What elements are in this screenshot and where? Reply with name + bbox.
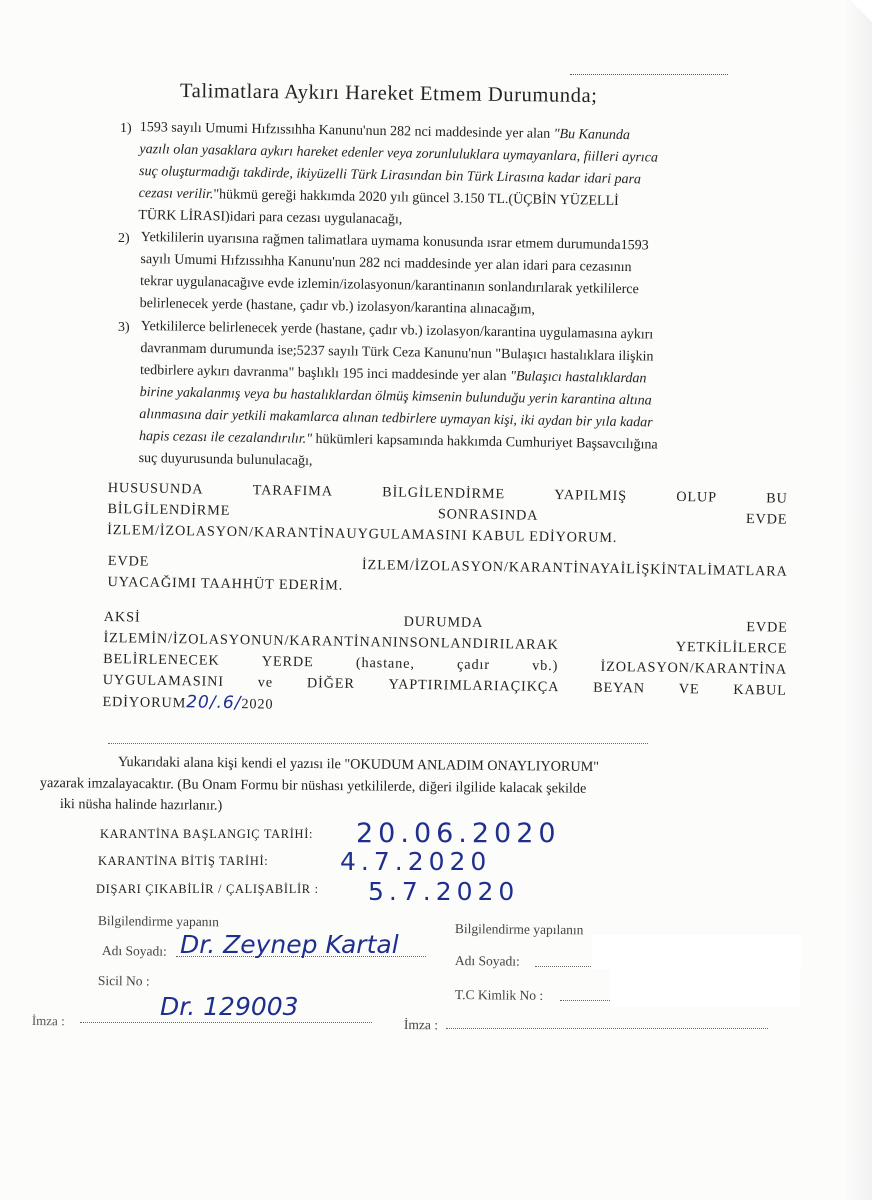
italic-segment: "Bu Kanunda [553, 126, 631, 144]
left-name-label: Adı Soyadı: [101, 942, 167, 959]
text-segment: davranmam durumunda ise;5237 sayılı Türk Ceza Kanunu'nun "Bulaşıcı hastalıklara ilişkin [140, 340, 654, 365]
text-segment: tekrar uygulanacağıve evde izlemin/izolasyonun/karantinanın sonlandırılarak yetkililerce [139, 273, 639, 298]
declaration-paragraph-3 [102, 607, 794, 724]
text-segment: sayılı Umumi Hıfzıssıhha Kanunu'nun 282 nci maddesinde yer alan idari para cezasının [140, 251, 632, 276]
end-date-value: 4.7.2020 [340, 847, 492, 876]
decl-p3-line-2: İZLEMİN/İZOLASYONUN/KARANTİNANINSONLANDIRILARAK YETKİLİLERCE [103, 629, 788, 657]
instructions-line-3: iki nüsha halinde hazırlanır.) [59, 795, 223, 814]
text-segment: "hükmü gereği hakkımda 2020 yılı güncel 3.150 TL.(ÜÇBİN YÜZELLİ [213, 187, 619, 209]
item-2-number: 2) [118, 231, 130, 246]
right-name-redaction [592, 935, 802, 969]
text-segment: Yetkililerin uyarısına rağmen talimatlara uymama konusunda ısrar etmem durumunda1593 [140, 229, 649, 254]
text-segment: belirlenecek yerde (hastane, çadır vb.) izolasyon/karantina alınacağım, [139, 295, 536, 318]
item-3-text [138, 316, 659, 479]
top-dotted-line [570, 66, 728, 75]
item-1-text [138, 117, 658, 236]
tc-label: T.C Kimlik No : [454, 986, 544, 1003]
start-date-label: KARANTİNA BAŞLANGIÇ TARİHİ: [100, 827, 314, 841]
handwritten-date: 20/.6/ [186, 692, 242, 714]
decl-p2-line-1: EVDE İZLEM/İZOLASYON/KARANTİNAYAİLİŞKİNTALİMATLARA [107, 552, 788, 580]
decl-p1-line-1: HUSUSUNDA TARAFIMA BİLGİLENDİRME YAPILMIŞ OLUP BU [107, 479, 788, 507]
declaration-paragraph-1 [107, 478, 798, 552]
decl-p1-line-3: İZLEM/İZOLASYON/KARANTİNAUYGULAMASINI KABUL EDİYORUM. [107, 521, 618, 547]
release-date-value: 5.7.2020 [368, 877, 520, 906]
right-signature-heading: Bilgilendirme yapılanın [454, 920, 584, 938]
italic-segment: "Bulaşıcı hastalıklardan [509, 369, 647, 387]
text-segment: 1593 sayılı Umumi Hıfzıssıhha Kanunu'nun 282 nci maddesinde yer alan [139, 119, 554, 142]
instructions-line-1: Yukarıdaki alana kişi kendi el yazısı ile "OKUDUM ANLADIM ONAYLIYORUM" [117, 753, 600, 776]
right-imza-dotted-line [446, 1022, 768, 1029]
italic-segment: cezası verilir. [138, 185, 214, 203]
item-2-text [140, 227, 649, 323]
document-title: Talimatlara Aykırı Hareket Etmem Durumunda; [179, 80, 598, 108]
page-edge-shadow [844, 0, 872, 1200]
italic-segment: alınmasına dair yetkili makamlarca alınan tedbirlere uymayan kişi, iki aydan bir yıla kadar [139, 406, 653, 431]
decl-p3-line-4: UYGULAMASINI ve DİĞER YAPTIRIMLARIAÇIKÇA BEYAN VE KABUL [102, 671, 787, 699]
page-corner-fold [850, 0, 872, 22]
item-3-number: 3) [118, 320, 130, 335]
decl-p3-line-1: AKSİ DURUMDA EVDE [103, 608, 788, 636]
left-name-handwritten: Dr. Zeynep Kartal [180, 930, 399, 959]
tc-redaction [610, 967, 800, 1007]
decl-p2-line-2: UYACAĞIMI TAAHHÜT EDERİM. [107, 573, 344, 594]
item-1-number: 1) [120, 121, 132, 136]
text-segment: hükümleri kapsamında hakkımda Cumhuriyet Başsavcılığına [311, 431, 658, 453]
text-segment: suç duyurusunda bulunulacağı, [138, 450, 313, 469]
decl-p3-line-5: EDİYORUM20/.6/2020 [102, 692, 274, 714]
left-signature-heading: Bilgilendirme yapanın [97, 912, 220, 930]
right-imza-label: İmza : [403, 1016, 439, 1033]
text-segment: Yetkililerce belirlenecek yerde (hastane, çadır vb.) izolasyon/karantina uygulamasına aykırı [140, 318, 654, 343]
sicil-value-handwritten: Dr. 129003 [160, 992, 299, 1021]
left-imza-label: İmza : [31, 1012, 65, 1029]
decl-p1-line-2: BİLGİLENDİRME SONRASINDA EVDE [107, 500, 788, 528]
italic-segment: birine yakalanmış veya bu hastalıklardan ölmüş kimsenin bulunduğu yerin karantina altına [139, 384, 652, 409]
sicil-label: Sicil No : [97, 972, 150, 989]
italic-segment: yazılı olan yasaklara aykırı hareket edenler veya zorunluluklara uymayanlara, fiilleri ayrıca [139, 141, 659, 166]
right-name-label: Adı Soyadı: [454, 952, 520, 969]
italic-segment: suç oluşturmadığı takdirde, ikiyüzelli Türk Lirasından bin Türk Lirasına kadar idari para [138, 163, 642, 188]
italic-segment: hapis cezası ile cezalandırılır." [138, 428, 313, 447]
end-date-label: KARANTİNA BİTİŞ TARİHİ: [98, 854, 269, 868]
instructions-line-2: yazarak imzalayacaktır. (Bu Onam Formu bir nüshası yetkililerde, diğeri ilgilide kalacak şekilde [39, 774, 587, 797]
text-segment: TÜRK LİRASI)idari para cezası uygulanacağı, [138, 207, 403, 228]
left-imza-dotted-line [80, 1016, 372, 1023]
start-date-value: 20.06.2020 [356, 818, 561, 849]
release-date-label: DIŞARI ÇIKABİLİR / ÇALIŞABİLİR : [96, 882, 319, 896]
declaration-paragraph-2 [107, 551, 798, 604]
text-segment: tedbirlere aykırı davranma" başlıklı 195 inci maddesinde yer alan [139, 362, 511, 385]
handwriting-dotted-line [108, 737, 648, 744]
decl-p3-line-3: BELİRLENECEK YERDE (hastane, çadır vb.) İZOLASYON/KARANTİNA [103, 650, 788, 678]
